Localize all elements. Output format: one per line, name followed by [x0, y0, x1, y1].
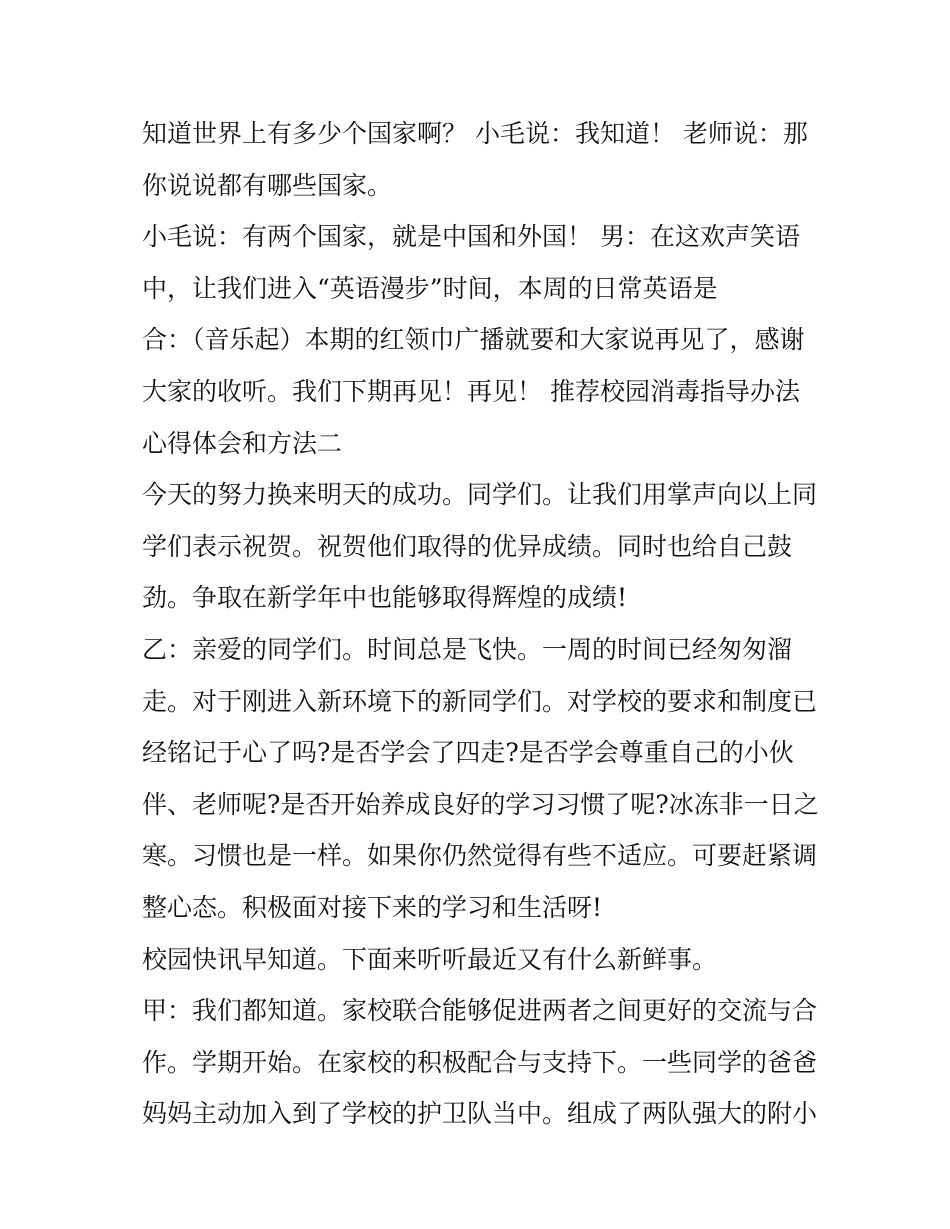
- text-line: 校园快讯早知道。下面来听听最近又有什么新鲜事。: [142, 944, 718, 974]
- text-line: 劲。争取在新学年中也能够取得辉煌的成绩!: [142, 583, 628, 613]
- text-line: 中，让我们进入“英语漫步”时间，本周的日常英语是: [142, 273, 718, 303]
- text-line: 伴、老师呢?是否开始养成良好的学习习惯了呢?冰冻非一日之: [142, 789, 819, 819]
- text-line: 走。对于刚进入新环境下的新同学们。对学校的要求和制度已: [142, 686, 818, 716]
- text-line: 整心态。积极面对接下来的学习和生活呀!: [142, 892, 603, 922]
- document-body: [142, 108, 822, 1140]
- text-line: 乙：亲爱的同学们。时间总是飞快。一周的时间已经匆匆溜: [142, 634, 793, 664]
- text-line: 心得体会和方法二: [142, 428, 343, 458]
- text-line: 妈妈主动加入到了学校的护卫队当中。组成了两队强大的附小: [142, 1099, 818, 1129]
- text-line: 经铭记于心了吗?是否学会了四走?是否学会尊重自己的小伙: [142, 738, 794, 768]
- text-line: 甲：我们都知道。家校联合能够促进两者之间更好的交流与合: [142, 996, 818, 1026]
- text-line: 寒。习惯也是一样。如果你仍然觉得有些不适应。可要赶紧调: [142, 841, 818, 871]
- text-line: 今天的努力换来明天的成功。同学们。让我们用掌声向以上同: [142, 480, 818, 510]
- text-line: 合：（音乐起）本期的红领巾广播就要和大家说再见了，感谢: [142, 325, 805, 355]
- text-line: 作。学期开始。在家校的积极配合与支持下。一些同学的爸爸: [142, 1047, 818, 1077]
- text-line: 你说说都有哪些国家。: [142, 170, 393, 200]
- text-line: 学们表示祝贺。祝贺他们取得的优异成绩。同时也给自己鼓: [142, 531, 793, 561]
- text-line: 知道世界上有多少个国家啊？ 小毛说：我知道！ 老师说：那: [142, 119, 808, 148]
- text-line: 小毛说：有两个国家，就是中国和外国！ 男：在这欢声笑语: [142, 222, 800, 252]
- text-line: 大家的收听。我们下期再见！再见！ 推荐校园消毒指导办法: [142, 376, 800, 406]
